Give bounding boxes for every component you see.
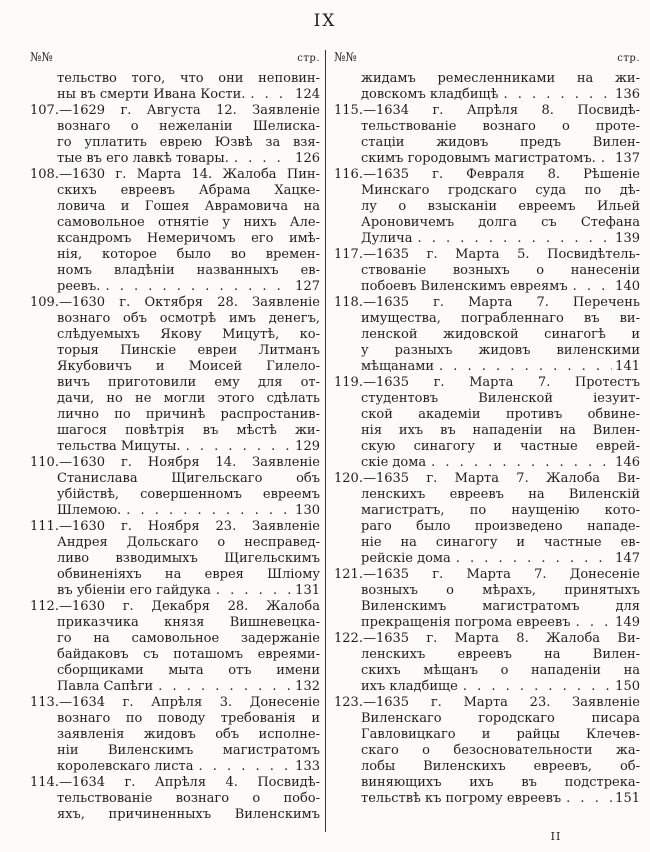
toc-line: 119.—1635 г. Марта 7. Протестъ — [334, 375, 640, 390]
toc-entry — [30, 519, 320, 599]
toc-line: ніи Виленскимъ магистратомъ — [57, 743, 320, 758]
entry-number: 122. — [334, 631, 363, 646]
toc-line: скую синагогу и частные еврей- — [361, 439, 640, 454]
toc-line-with-page — [361, 615, 640, 631]
dot-leader — [503, 87, 612, 103]
entry-text: Шлемою. — [57, 503, 122, 518]
toc-line: 113.—1634 г. Апрѣля 3. Донесеніе — [30, 695, 320, 710]
dot-leader — [456, 551, 612, 567]
toc-line: ксандромъ Немеричомъ его имѣ- — [57, 231, 320, 246]
entry-number: 108. — [30, 167, 59, 182]
entry-number: 120. — [334, 471, 363, 486]
toc-line-with-page — [361, 791, 640, 807]
toc-line: раго было произведено нападе- — [361, 519, 640, 534]
dot-leader — [439, 359, 612, 375]
page-number: 146 — [615, 455, 640, 470]
toc-line: 114.—1634 г. Апрѣля 4. Посвидѣ- — [30, 775, 320, 790]
toc-line: 118.—1635 г. Марта 7. Перечень — [334, 295, 640, 310]
page-number: 141 — [615, 359, 640, 374]
toc-entry — [334, 247, 640, 295]
toc-line: Якубовичъ и Моисей Гилело- — [57, 359, 320, 374]
toc-line: нія ихъ въ нападеніи на Вилен- — [361, 423, 640, 438]
dot-leader — [198, 759, 292, 775]
toc-line: убійствѣ, совершенномъ евреемъ — [57, 487, 320, 502]
column-header-row — [30, 50, 320, 67]
toc-entry — [334, 471, 640, 567]
entry-text: довскомъ кладбищѣ — [361, 87, 499, 102]
toc-line: го уплатить еврею Юзвѣ за взя- — [57, 135, 320, 150]
toc-line-with-page — [57, 439, 320, 455]
toc-line-with-page — [57, 583, 320, 599]
page-number: 137 — [615, 151, 640, 166]
entry-number: 111. — [30, 519, 59, 534]
dot-leader — [186, 439, 293, 455]
toc-line: студентовъ Виленской іезуит- — [361, 391, 640, 406]
toc-line-with-page — [361, 679, 640, 695]
toc-entry — [30, 167, 320, 295]
toc-entry — [334, 375, 640, 471]
toc-line: 109.—1630 г. Октября 28. Заявленіе — [30, 295, 320, 310]
toc-entry — [334, 167, 640, 247]
toc-entries-right — [334, 71, 640, 807]
toc-line-with-page — [361, 551, 640, 567]
toc-entry — [30, 455, 320, 519]
entry-text: ихъ кладбище — [361, 679, 458, 694]
entry-number: 113. — [30, 695, 59, 710]
toc-entry — [30, 695, 320, 775]
toc-line: заявленія жидовъ объ исполне- — [57, 727, 320, 742]
page-number: 126 — [295, 151, 320, 166]
toc-line: 117.—1635 г. Марта 5. Посвидѣтель- — [334, 247, 640, 262]
page-number: 140 — [615, 279, 640, 294]
entry-text: прекращенія погрома евреевъ — [361, 615, 571, 630]
dot-leader — [573, 279, 613, 295]
toc-entry — [30, 295, 320, 455]
entry-number: 110. — [30, 455, 59, 470]
toc-line: 112.—1630 г. Декабря 28. Жалоба — [30, 599, 320, 614]
entry-text: побоевъ Виленскимъ евреямъ — [361, 279, 568, 294]
page-number: 129 — [295, 439, 320, 454]
entry-text: тые въ его лавкѣ товары. — [57, 151, 229, 166]
toc-line: яхъ, причиненныхъ Виленскимъ — [57, 807, 320, 822]
dot-leader — [234, 151, 292, 167]
toc-line: вознаго объ осмотрѣ имъ денегъ, — [57, 311, 320, 326]
toc-line-with-page — [57, 679, 320, 695]
toc-entries-left — [30, 71, 320, 823]
toc-entry — [334, 71, 640, 103]
dot-leader — [250, 87, 292, 103]
entry-text: въ убіеніи его гайдука — [57, 583, 211, 598]
toc-line-with-page — [57, 151, 320, 167]
entry-number: 117. — [334, 247, 363, 262]
toc-line: Андрея Дольскаго о несправед- — [57, 535, 320, 550]
toc-line: номъ владѣніи названныхъ ев- — [57, 263, 320, 278]
toc-line: 115.—1634 г. Апрѣля 8. Посвидѣ- — [334, 103, 640, 118]
toc-line: имущества, пограбленнаго въ ви- — [361, 311, 640, 326]
dot-leader — [105, 279, 292, 295]
numbers-column-header: №№ — [334, 50, 357, 64]
dot-leader — [576, 615, 613, 631]
toc-line-with-page — [57, 503, 320, 519]
toc-line: у разныхъ жидовъ виленскими — [361, 343, 640, 358]
page-number: 147 — [615, 551, 640, 566]
toc-line: Виленскаго городскаго писара — [361, 711, 640, 726]
toc-line: ливо взводимыхъ Щигельскимъ — [57, 551, 320, 566]
entry-text: Павла Сапѣги — [57, 679, 154, 694]
entry-text: тельствѣ къ погрому евреевъ — [361, 791, 562, 806]
toc-line: лично по причинѣ распростанив- — [57, 407, 320, 422]
entry-number: 121. — [334, 567, 363, 582]
entry-number: 109. — [30, 295, 59, 310]
dot-leader — [158, 679, 292, 695]
entry-number: 119. — [334, 375, 363, 390]
numbers-column-header: №№ — [30, 50, 53, 64]
toc-line: ловича и Гошея Аврамовича на — [57, 199, 320, 214]
toc-line: тельствованіе вознаго о побо- — [57, 791, 320, 806]
page-number: 139 — [615, 231, 640, 246]
toc-column-right — [334, 50, 640, 807]
toc-line-with-page — [361, 359, 640, 375]
toc-line: вознаго о нежеланіи Шелиска- — [57, 119, 320, 134]
page-number: 150 — [615, 679, 640, 694]
toc-line: ской академіи противъ обвине- — [361, 407, 640, 422]
page-number: 127 — [295, 279, 320, 294]
toc-line: ленской жидовской синагогѣ и — [361, 327, 640, 342]
column-divider-rule — [325, 50, 326, 832]
toc-line: 122.—1635 г. Марта 8. Жалоба Ви- — [334, 631, 640, 646]
toc-line-with-page — [361, 455, 640, 471]
toc-line: Станислава Щигельскаго объ — [57, 471, 320, 486]
toc-line: тельствованіе вознаго о проте- — [361, 119, 640, 134]
entry-number: 107. — [30, 103, 59, 118]
dot-leader — [601, 151, 612, 167]
toc-line: магистратъ, по наущенію кото- — [361, 503, 640, 518]
toc-entry — [334, 631, 640, 695]
entry-text: Дулича — [361, 231, 413, 246]
page-number: 124 — [295, 87, 320, 102]
entry-text: мѣщанами — [361, 359, 434, 374]
entry-number: 118. — [334, 295, 363, 310]
toc-line: 121.—1635 г. Марта 7. Донесеніе — [334, 567, 640, 582]
entry-number: 115. — [334, 103, 363, 118]
page-number: 136 — [615, 87, 640, 102]
entry-text: тельства Мицуты. — [57, 439, 181, 454]
toc-line: вознаго по поводу требованія и — [57, 711, 320, 726]
printers-signature-mark: II — [550, 830, 562, 843]
toc-line: нія, которое было во времен- — [57, 247, 320, 262]
toc-line-with-page — [361, 279, 640, 295]
page-number: 132 — [295, 679, 320, 694]
entry-number: 123. — [334, 695, 363, 710]
page-number: 149 — [615, 615, 640, 630]
toc-line: 116.—1635 г. Февраля 8. Рѣшеніе — [334, 167, 640, 182]
toc-line: лу о взысканіи евреемъ Ильей — [361, 199, 640, 214]
dot-leader — [216, 583, 292, 599]
toc-line: шагося повѣтрія въ мѣстѣ жи- — [57, 423, 320, 438]
toc-line: Ароновичемъ долга съ Стефана — [361, 215, 640, 230]
toc-line-with-page — [361, 231, 640, 247]
page-column-header: стр. — [617, 53, 640, 64]
toc-line: торыя Пинскіе евреи Литманъ — [57, 343, 320, 358]
dot-leader — [463, 679, 612, 695]
toc-line: сборщиками мыта отъ имени — [57, 663, 320, 678]
toc-line: ствованіе возныхъ о нанесеніи — [361, 263, 640, 278]
toc-line: ніе на синагогу и частные ев- — [361, 535, 640, 550]
toc-line: приказчика князя Вишневецка- — [57, 615, 320, 630]
toc-line: Виленскимъ магистратомъ для — [361, 599, 640, 614]
toc-line: слѣдуемыхъ Якову Мицутѣ, ко- — [57, 327, 320, 342]
dot-leader — [126, 503, 292, 519]
entry-text: реевъ. — [57, 279, 101, 294]
entry-text: скимъ городовымъ магистратомъ. — [361, 151, 596, 166]
entry-text: скіе дома — [361, 455, 427, 470]
entry-number: 116. — [334, 167, 363, 182]
column-header-row — [334, 50, 640, 67]
toc-line: возныхъ о мѣрахъ, принятыхъ — [361, 583, 640, 598]
toc-line: 108.—1630 г. Марта 14. Жалоба Пин- — [30, 167, 320, 182]
toc-line: 111.—1630 г. Ноября 23. Заявленіе — [30, 519, 320, 534]
toc-line: скихъ евреевъ Абрама Хацке- — [57, 183, 320, 198]
page-number: 130 — [295, 503, 320, 518]
page-number: 151 — [615, 791, 640, 806]
toc-line: жидамъ ремесленниками на жи- — [361, 71, 640, 86]
toc-line: скаго о безосновательности жа- — [361, 743, 640, 758]
toc-line: го на самовольное задержаніе — [57, 631, 320, 646]
toc-entry — [334, 567, 640, 631]
page-column-header: стр. — [297, 53, 320, 64]
toc-line: дачи, но не могли этого сдѣлать — [57, 391, 320, 406]
entry-text: королевскаго листа — [57, 759, 194, 774]
toc-entry — [30, 775, 320, 823]
entry-text: ны въ смерти Ивана Кости. — [57, 87, 246, 102]
dot-leader — [418, 231, 613, 247]
toc-line-with-page — [57, 87, 320, 103]
toc-line: стаціи жидовъ предъ Вилен- — [361, 135, 640, 150]
toc-column-left — [30, 50, 320, 823]
toc-line: Минскаго гродскаго суда по дѣ- — [361, 183, 640, 198]
toc-line-with-page — [57, 759, 320, 775]
toc-entry — [30, 599, 320, 695]
toc-line: лобы Виленскихъ евреевъ, об- — [361, 759, 640, 774]
entry-number: 112. — [30, 599, 59, 614]
entry-text: рейскіе дома — [361, 551, 451, 566]
toc-entry — [30, 103, 320, 167]
page-number: 131 — [295, 583, 320, 598]
page-number-heading: IX — [313, 11, 337, 31]
toc-line: тельство того, что они неповин- — [57, 71, 320, 86]
toc-line: ленскихъ евреевъ на Виленскій — [361, 487, 640, 502]
toc-line: виняющихъ ихъ въ подстрека- — [361, 775, 640, 790]
toc-entry — [334, 295, 640, 375]
dot-leader — [566, 791, 612, 807]
toc-line: 123.—1635 г. Марта 23. Заявленіе — [334, 695, 640, 710]
toc-line-with-page — [57, 279, 320, 295]
toc-line: Гавловицкаго и райцы Клечев- — [361, 727, 640, 742]
toc-line: ленскихъ евреевъ на Вилен- — [361, 647, 640, 662]
toc-line: вичъ приготовили ему для от- — [57, 375, 320, 390]
toc-entry — [334, 103, 640, 167]
toc-line: 110.—1630 г. Ноября 14. Заявленіе — [30, 455, 320, 470]
toc-line-with-page — [361, 87, 640, 103]
toc-line: 107.—1629 г. Августа 12. Заявленіе — [30, 103, 320, 118]
toc-line-with-page — [361, 151, 640, 167]
toc-line: 120.—1635 г. Марта 7. Жалоба Ви- — [334, 471, 640, 486]
page-number: 133 — [295, 759, 320, 774]
toc-line: обвиненіяхъ на еврея Шліому — [57, 567, 320, 582]
toc-entry — [30, 71, 320, 103]
toc-line: самовольное отнятіе у нихъ Але- — [57, 215, 320, 230]
toc-line: скихъ мѣщанъ о нападеніи на — [361, 663, 640, 678]
toc-line: байдаковъ съ поташомъ евреями- — [57, 647, 320, 662]
dot-leader — [431, 455, 612, 471]
toc-entry — [334, 695, 640, 807]
entry-number: 114. — [30, 775, 59, 790]
